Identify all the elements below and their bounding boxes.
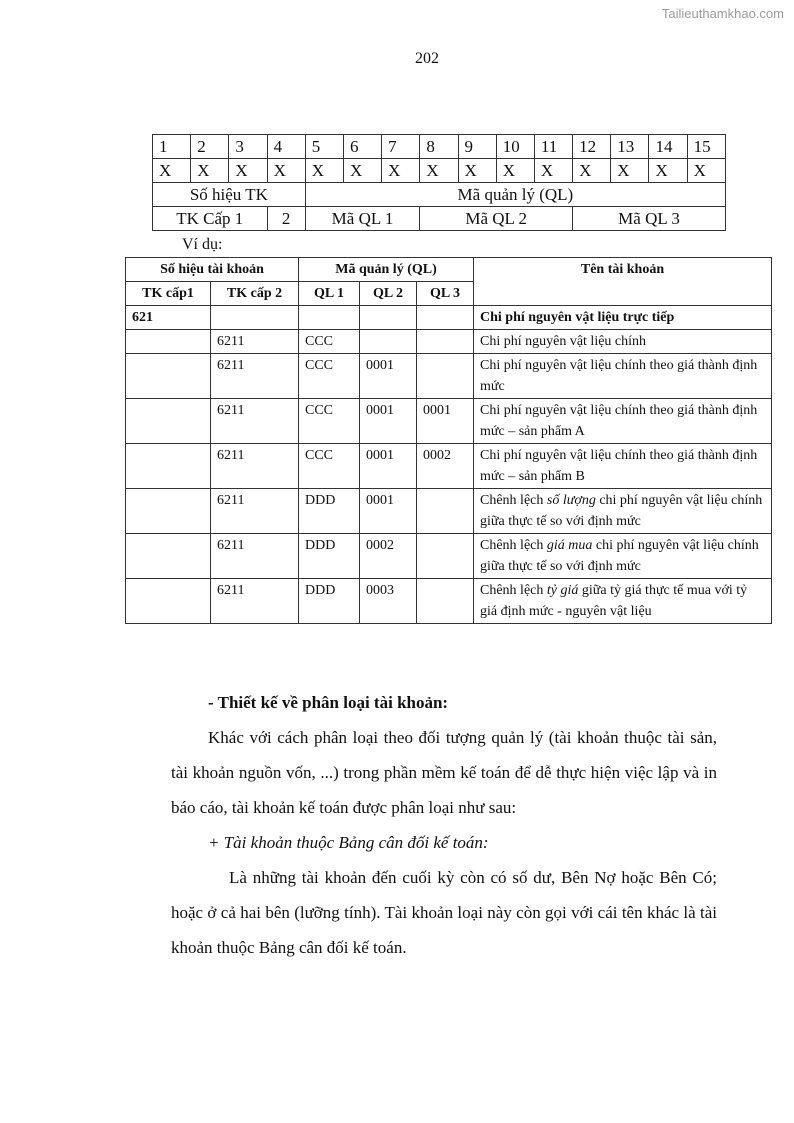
name-text: Chênh lệch <box>480 538 547 553</box>
position-cell: 13 <box>611 135 649 159</box>
mark-cell: X <box>458 159 496 183</box>
group-row <box>153 183 726 207</box>
sub-ql1: Mã QL 1 <box>305 207 420 231</box>
cell-tk2: 6211 <box>211 579 299 624</box>
name-text: giữa tỷ giá thực tế mua với tỷ giá định mức - nguyên vật liệu <box>480 583 748 619</box>
cell-ql2 <box>360 306 417 330</box>
example-table <box>125 257 772 624</box>
position-cell: 5 <box>305 135 343 159</box>
name-text: Chi phí nguyên vật liệu trực tiếp <box>480 310 675 325</box>
page-number: 202 <box>415 50 439 67</box>
group-account: Số hiệu TK <box>153 183 306 207</box>
position-cell: 11 <box>534 135 572 159</box>
sub-ql3: Mã QL 3 <box>573 207 726 231</box>
position-cell: 8 <box>420 135 458 159</box>
header-row <box>126 258 772 282</box>
cell-tk2: 6211 <box>211 534 299 579</box>
position-cell: 7 <box>382 135 420 159</box>
cell-ql3: 0001 <box>417 399 474 444</box>
cell-ql3 <box>417 489 474 534</box>
header-mgmt: Mã quản lý (QL) <box>299 258 474 282</box>
cell-tk1 <box>126 330 211 354</box>
mark-cell: X <box>534 159 572 183</box>
account-structure-table <box>152 134 726 231</box>
mark-cell: X <box>267 159 305 183</box>
cell-ql3 <box>417 534 474 579</box>
cell-account-name <box>474 354 772 399</box>
mark-cell: X <box>687 159 725 183</box>
paragraph <box>171 860 717 965</box>
cell-tk2: 6211 <box>211 354 299 399</box>
cell-ql1: DDD <box>299 579 360 624</box>
cell-ql1: DDD <box>299 489 360 534</box>
table-row <box>126 399 772 444</box>
cell-ql1 <box>299 306 360 330</box>
cell-tk2 <box>211 306 299 330</box>
cell-ql1: CCC <box>299 330 360 354</box>
cell-ql2 <box>360 330 417 354</box>
mark-cell: X <box>191 159 229 183</box>
subgroup-row <box>153 207 726 231</box>
mark-cell: X <box>573 159 611 183</box>
section-heading: - Thiết kế về phân loại tài khoản: <box>208 693 449 712</box>
cell-account-name <box>474 534 772 579</box>
name-text: Chi phí nguyên vật liệu chính theo giá thành định mức <box>480 358 758 394</box>
name-emphasis: giá mua <box>546 538 593 553</box>
name-text: Chênh lệch <box>480 493 547 508</box>
name-text: chi phí nguyên vật liệu chính giữa thực tế so với định mức <box>480 493 763 529</box>
cell-account-name <box>474 306 772 330</box>
paragraph-text: Là những tài khoản đến cuối kỳ còn có số dư, Bên Nợ hoặc Bên Có; hoặc ở cả hai bên (lưỡng tính). Tài khoản loại này còn gọi với cái tên khác là tài khoản thuộc Bảng cân đối kế toán. <box>171 868 717 957</box>
cell-ql2: 0001 <box>360 354 417 399</box>
mark-cell: X <box>611 159 649 183</box>
cell-tk2: 6211 <box>211 330 299 354</box>
position-cell: 6 <box>343 135 381 159</box>
cell-ql3: 0002 <box>417 444 474 489</box>
cell-ql2: 0001 <box>360 399 417 444</box>
cell-ql3 <box>417 306 474 330</box>
header-tk1: TK cấp1 <box>126 282 211 306</box>
example-label: Ví dụ: <box>182 236 223 253</box>
mark-cell: X <box>496 159 534 183</box>
cell-ql1: CCC <box>299 444 360 489</box>
paragraph <box>171 720 717 825</box>
cell-tk2: 6211 <box>211 399 299 444</box>
position-row <box>153 135 726 159</box>
cell-account-name <box>474 444 772 489</box>
cell-ql2: 0001 <box>360 444 417 489</box>
sub-level1: TK Cấp 1 <box>153 207 268 231</box>
mark-cell: X <box>153 159 191 183</box>
sub-ql2: Mã QL 2 <box>420 207 573 231</box>
cell-ql2: 0001 <box>360 489 417 534</box>
name-text: chi phí nguyên vật liệu chính giữa thực tế so với định mức <box>480 538 759 574</box>
sub-level2: 2 <box>267 207 305 231</box>
header-name: Tên tài khoản <box>474 258 772 306</box>
paragraph-text: Khác với cách phân loại theo đối tượng quản lý (tài khoản thuộc tài sản, tài khoản nguồn vốn, ...) trong phần mềm kế toán để dễ thực hiện việc lập và in báo cáo, tài khoản kế toán được phân loại như sau: <box>171 728 717 817</box>
cell-ql3 <box>417 354 474 399</box>
table-row <box>126 306 772 330</box>
mark-cell: X <box>229 159 267 183</box>
cell-tk1 <box>126 399 211 444</box>
table-row <box>126 534 772 579</box>
table-row <box>126 489 772 534</box>
name-text: Chênh lệch <box>480 583 547 598</box>
cell-tk1 <box>126 489 211 534</box>
cell-ql1: DDD <box>299 534 360 579</box>
header-ql3: QL 3 <box>417 282 474 306</box>
cell-ql1: CCC <box>299 354 360 399</box>
cell-ql3 <box>417 330 474 354</box>
table-row <box>126 444 772 489</box>
subheading: + Tài khoản thuộc Bảng cân đối kế toán: <box>208 833 489 852</box>
position-cell: 9 <box>458 135 496 159</box>
name-emphasis: số lượng <box>546 493 596 508</box>
cell-tk1 <box>126 534 211 579</box>
position-cell: 1 <box>153 135 191 159</box>
position-cell: 15 <box>687 135 725 159</box>
name-text: Chi phí nguyên vật liệu chính <box>480 334 647 349</box>
position-cell: 4 <box>267 135 305 159</box>
cell-tk2: 6211 <box>211 444 299 489</box>
cell-tk1: 621 <box>126 306 211 330</box>
cell-tk2: 6211 <box>211 489 299 534</box>
position-cell: 12 <box>573 135 611 159</box>
mark-cell: X <box>305 159 343 183</box>
cell-account-name <box>474 489 772 534</box>
position-cell: 14 <box>649 135 687 159</box>
cell-ql2: 0003 <box>360 579 417 624</box>
mark-cell: X <box>420 159 458 183</box>
mark-row <box>153 159 726 183</box>
header-account-no: Số hiệu tài khoản <box>126 258 299 282</box>
cell-account-name <box>474 579 772 624</box>
cell-account-name <box>474 399 772 444</box>
table-row <box>126 354 772 399</box>
position-cell: 3 <box>229 135 267 159</box>
mark-cell: X <box>649 159 687 183</box>
cell-ql2: 0002 <box>360 534 417 579</box>
name-emphasis: tỷ giá <box>546 583 579 598</box>
name-text: Chi phí nguyên vật liệu chính theo giá thành định mức – sản phẩm B <box>480 448 758 484</box>
table-row <box>126 330 772 354</box>
cell-tk1 <box>126 354 211 399</box>
position-cell: 10 <box>496 135 534 159</box>
mark-cell: X <box>382 159 420 183</box>
cell-account-name <box>474 330 772 354</box>
table-row <box>126 579 772 624</box>
header-tk2: TK cấp 2 <box>211 282 299 306</box>
header-ql2: QL 2 <box>360 282 417 306</box>
cell-ql1: CCC <box>299 399 360 444</box>
name-text: Chi phí nguyên vật liệu chính theo giá thành định mức – sản phẩm A <box>480 403 758 439</box>
header-ql1: QL 1 <box>299 282 360 306</box>
cell-tk1 <box>126 444 211 489</box>
mark-cell: X <box>343 159 381 183</box>
group-mgmt: Mã quản lý (QL) <box>305 183 725 207</box>
watermark: Tailieuthamkhao.com <box>661 6 784 21</box>
position-cell: 2 <box>191 135 229 159</box>
cell-tk1 <box>126 579 211 624</box>
cell-ql3 <box>417 579 474 624</box>
